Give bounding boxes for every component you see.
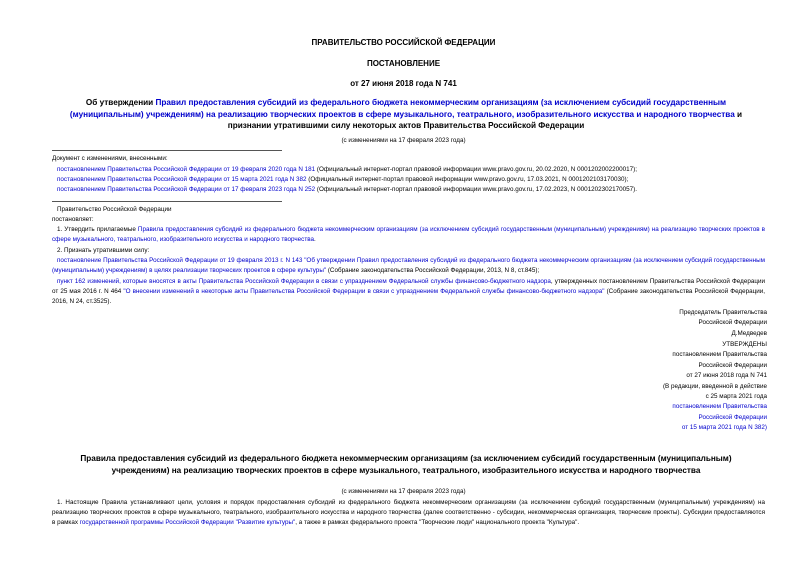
amendments-intro: Документ с изменениями, внесенными: <box>52 155 168 162</box>
signature-line: Российской Федерации <box>698 319 767 327</box>
paragraph-text: (Собрание законодательства Российской Федерации, 2016, N 24, ст.3525). <box>52 288 766 306</box>
divider <box>52 201 282 202</box>
paragraph-2a <box>52 256 765 276</box>
amendment-item <box>57 186 637 193</box>
approval-link[interactable]: от 15 марта 2021 года N 382) <box>681 424 767 432</box>
approval-line: Российской Федерации <box>698 361 767 369</box>
paragraph-text: , а также в рамках федерального проекта "Творческие люди" национального проекта "Культура". <box>295 519 580 527</box>
signature-block <box>567 308 767 339</box>
paragraph-text: , утвержденных постановлением Правительства Российской Федерации от 25 мая 2016 г. N 464 <box>52 278 765 296</box>
paragraph-text: 1. Настоящие Правила устанавливают цели, условия и порядок предоставления субсидий из федерального бюджета некоммерческим организациям (за исключением субсидий государственным (муниципальным) учреждениям) на реализацию творческих проектов в сфере музыкального, театрального, изобразительного искусства и народного творчества (далее соответственно - субсидии, некоммерческая организация, творческие проекты). Субсидии предоставляются в рамках <box>52 499 765 527</box>
paragraph-text: 1. Утвердить прилагаемые <box>57 226 138 233</box>
government-heading: ПРАВИТЕЛЬСТВО РОССИЙСКОЙ ФЕДЕРАЦИИ <box>311 38 496 47</box>
approval-link[interactable]: Российской Федерации <box>698 413 767 421</box>
amendment-link[interactable]: постановлением Правительства Российской Федерации от 15 марта 2021 года N 382 <box>57 176 307 183</box>
amendment-link[interactable]: постановлением Правительства Российской Федерации от 17 февраля 2023 года N 252 <box>57 186 316 193</box>
amendment-item <box>57 166 637 173</box>
rules-title: Правила предоставления субсидий из федерального бюджета некоммерческим организациям (за исключением субсидий государственным (муниципальным) учреждениям) на реализацию творческих проектов в сфере музыкального, театрального, изобразительного искусства и народного творчества <box>80 454 732 475</box>
approval-line: от 27 июня 2018 года N 741 <box>686 372 767 380</box>
paragraph-2: 2. Признать утратившими силу: <box>57 247 150 254</box>
approval-line: постановлением Правительства <box>672 351 767 359</box>
signature-line: Председатель Правительства <box>679 309 767 316</box>
title-prefix: Об утверждении <box>85 98 156 107</box>
divider <box>52 150 282 151</box>
amendment-text: (Официальный интернет-портал правовой информации www.pravo.gov.ru, 20.02.2020, N 0001202002200017); <box>315 166 637 173</box>
document-type: ПОСТАНОВЛЕНИЕ <box>366 59 441 68</box>
title-suffix: и признании утратившими силу некоторых актов Правительства Российской Федерации <box>227 109 743 130</box>
amending-act-link[interactable]: "О внесении изменений в некоторые акты Правительства Российской Федерации в связи с упразднением Федеральной службы финансово-бюджетного надзора" <box>123 288 605 296</box>
decides-line: постановляет: <box>52 216 94 223</box>
gov-line: Правительство Российской Федерации <box>57 206 172 213</box>
amendment-item <box>57 176 628 183</box>
document-title <box>52 97 760 132</box>
amendment-text: (Официальный интернет-портал правовой информации www.pravo.gov.ru, 17.02.2023, N 0001202302170057). <box>315 186 637 193</box>
rules-revision-note: (с изменениями на 17 февраля 2023 года) <box>341 488 466 495</box>
approval-line: УТВЕРЖДЕНЫ <box>722 341 767 348</box>
paragraph-text: (Собрание законодательства Российской Федерации, 2013, N 8, ст.845); <box>326 267 540 275</box>
rules-link[interactable]: Правила предоставления субсидий из федерального бюджета некоммерческим организациям (за исключением субсидий государственным (муниципальным) учреждениям) на реализацию творческих проектов в сфере музыкального, театрального, изобразительного искусства и народного творчества <box>52 226 765 244</box>
signature-name: Д.Медведев <box>731 329 767 337</box>
amendment-link[interactable]: постановлением Правительства Российской Федерации от 19 февраля 2020 года N 181 <box>57 166 316 173</box>
approval-line: с 25 марта 2021 года <box>705 393 767 401</box>
paragraph-1 <box>52 225 765 245</box>
paragraph-text: . <box>314 236 316 244</box>
rules-link[interactable]: Правил предоставления субсидий из федерального бюджета некоммерческим организациям (за исключением субсидий государственным (муниципальным) учреждениям) на реализацию творческих проектов в сфере музыкального, театрального, изобразительного искусства и народного творчества <box>69 98 735 119</box>
approval-line: (В редакции, введенной в действие <box>662 382 767 390</box>
rules-paragraph-1 <box>52 498 765 529</box>
paragraph-2b <box>52 277 765 308</box>
repealed-act-link[interactable]: постановление Правительства Российской Федерации от 19 февраля 2013 г. N 143 "Об утверждении Правил предоставления субсидий из федерального бюджета некоммерческим организациям (за исключением субсидий государственным (муниципальным) учреждениям) в целях реализации творческих проектов в сфере культуры" <box>52 257 765 275</box>
document-date: от 27 июня 2018 года N 741 <box>350 79 457 88</box>
approval-link[interactable]: постановлением Правительства <box>672 403 767 411</box>
amendment-text: (Официальный интернет-портал правовой информации www.pravo.gov.ru, 17.03.2021, N 0001202103170030); <box>306 176 629 183</box>
program-link[interactable]: государственной программы Российской Федерации "Развитие культуры" <box>79 519 296 527</box>
revision-note: (с изменениями на 17 февраля 2023 года) <box>341 137 466 144</box>
repealed-item-link[interactable]: пункт 162 изменений, которые вносятся в акты Правительства Российской Федерации в связи с упразднением Федеральной службы финансово-бюджетного надзора <box>57 278 551 285</box>
approval-block <box>567 340 767 434</box>
